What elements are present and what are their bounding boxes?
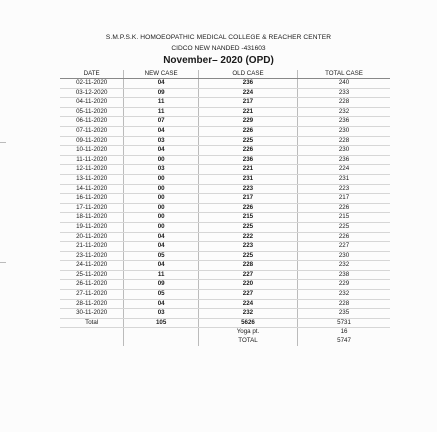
- row-old-case: 224: [198, 88, 297, 98]
- row-new-case: 00: [124, 222, 199, 232]
- grand-total-value: 5747: [298, 337, 390, 346]
- report-title: November– 2020 (OPD): [163, 55, 274, 66]
- col-old-case: OLD CASE: [198, 70, 297, 79]
- row-total-case: 224: [298, 165, 390, 175]
- row-new-case: 11: [124, 270, 199, 280]
- yoga-row: [60, 328, 390, 337]
- grand-total-label: TOTAL: [198, 337, 297, 346]
- row-old-case: 226: [198, 203, 297, 213]
- row-total-case: 228: [298, 136, 390, 146]
- row-old-case: 236: [198, 79, 297, 89]
- row-date: 25-11-2020: [60, 270, 124, 280]
- row-date: 11-11-2020: [60, 155, 124, 165]
- row-total-case: 236: [298, 155, 390, 165]
- row-date: 20-11-2020: [60, 232, 124, 242]
- row-new-case: 00: [124, 155, 199, 165]
- row-date: 06-11-2020: [60, 117, 124, 127]
- row-new-case: 07: [124, 117, 199, 127]
- row-total-case: 230: [298, 251, 390, 261]
- row-total-case: 236: [298, 117, 390, 127]
- table-row: [60, 88, 390, 98]
- total-old: 5626: [198, 318, 297, 328]
- row-date: 24-11-2020: [60, 261, 124, 271]
- row-total-case: 225: [298, 222, 390, 232]
- table-row: [60, 184, 390, 194]
- row-new-case: 04: [124, 232, 199, 242]
- table-row: [60, 213, 390, 223]
- row-date: 19-11-2020: [60, 222, 124, 232]
- row-new-case: 03: [124, 136, 199, 146]
- table-row: [60, 261, 390, 271]
- institution-name: S.M.P.S.K. HOMOEOPATHIC MEDICAL COLLEGE & REACHER CENTER: [105, 34, 332, 41]
- row-old-case: 215: [198, 213, 297, 223]
- table-row: [60, 146, 390, 156]
- table-row: [60, 98, 390, 108]
- table-row: [60, 290, 390, 300]
- row-date: 30-11-2020: [60, 309, 124, 319]
- table-row: [60, 242, 390, 252]
- scan-mark: [0, 142, 6, 143]
- row-date: 13-11-2020: [60, 174, 124, 184]
- row-new-case: 00: [124, 203, 199, 213]
- row-new-case: 04: [124, 242, 199, 252]
- table-row: [60, 222, 390, 232]
- row-old-case: 221: [198, 165, 297, 175]
- row-date: 12-11-2020: [60, 165, 124, 175]
- col-new-case: NEW CASE: [124, 70, 199, 79]
- row-old-case: 226: [198, 126, 297, 136]
- table-header-row: [60, 70, 390, 79]
- table-row: [60, 165, 390, 175]
- row-old-case: 232: [198, 309, 297, 319]
- row-total-case: 215: [298, 213, 390, 223]
- row-old-case: 227: [198, 270, 297, 280]
- row-old-case: 227: [198, 290, 297, 300]
- table-row: [60, 270, 390, 280]
- row-new-case: 04: [124, 79, 199, 89]
- row-old-case: 231: [198, 174, 297, 184]
- scan-mark: [0, 262, 6, 263]
- row-total-case: 232: [298, 107, 390, 117]
- row-old-case: 223: [198, 242, 297, 252]
- table-row: [60, 232, 390, 242]
- table-row: [60, 174, 390, 184]
- yoga-label: Yoga pt.: [198, 328, 297, 337]
- table-row: [60, 126, 390, 136]
- row-old-case: 224: [198, 299, 297, 309]
- row-date: 10-11-2020: [60, 146, 124, 156]
- row-total-case: 235: [298, 309, 390, 319]
- row-new-case: 00: [124, 194, 199, 204]
- row-new-case: 05: [124, 251, 199, 261]
- table-row: [60, 155, 390, 165]
- table-row: [60, 309, 390, 319]
- row-total-case: 238: [298, 270, 390, 280]
- row-old-case: 220: [198, 280, 297, 290]
- table-row: [60, 136, 390, 146]
- yoga-value: 16: [298, 328, 390, 337]
- row-new-case: 00: [124, 174, 199, 184]
- row-old-case: 225: [198, 136, 297, 146]
- row-new-case: 00: [124, 184, 199, 194]
- row-old-case: 225: [198, 251, 297, 261]
- row-old-case: 226: [198, 146, 297, 156]
- row-new-case: 04: [124, 261, 199, 271]
- row-date: 27-11-2020: [60, 290, 124, 300]
- row-total-case: 230: [298, 126, 390, 136]
- row-old-case: 236: [198, 155, 297, 165]
- opd-table: [60, 70, 390, 346]
- row-total-case: 228: [298, 98, 390, 108]
- total-row: [60, 318, 390, 328]
- row-new-case: 03: [124, 165, 199, 175]
- row-new-case: 11: [124, 107, 199, 117]
- row-total-case: 231: [298, 174, 390, 184]
- col-date: DATE: [60, 70, 124, 79]
- row-total-case: 223: [298, 184, 390, 194]
- row-new-case: 09: [124, 88, 199, 98]
- row-new-case: 00: [124, 213, 199, 223]
- row-old-case: 217: [198, 98, 297, 108]
- total-total: 5731: [298, 318, 390, 328]
- table-row: [60, 117, 390, 127]
- row-total-case: 217: [298, 194, 390, 204]
- table-row: [60, 280, 390, 290]
- row-date: 07-11-2020: [60, 126, 124, 136]
- row-old-case: 223: [198, 184, 297, 194]
- row-total-case: 227: [298, 242, 390, 252]
- row-old-case: 222: [198, 232, 297, 242]
- grand-total-row: [60, 337, 390, 346]
- row-old-case: 221: [198, 107, 297, 117]
- row-date: 17-11-2020: [60, 203, 124, 213]
- total-new: 105: [124, 318, 199, 328]
- row-date: 26-11-2020: [60, 280, 124, 290]
- row-new-case: 05: [124, 290, 199, 300]
- row-new-case: 04: [124, 146, 199, 156]
- row-total-case: 233: [298, 88, 390, 98]
- table-row: [60, 194, 390, 204]
- row-date: 05-11-2020: [60, 107, 124, 117]
- row-date: 03-12-2020: [60, 88, 124, 98]
- row-total-case: 240: [298, 79, 390, 89]
- row-total-case: 232: [298, 261, 390, 271]
- table-row: [60, 203, 390, 213]
- total-label: Total: [60, 318, 124, 328]
- table-row: [60, 79, 390, 89]
- row-date: 18-11-2020: [60, 213, 124, 223]
- row-old-case: 225: [198, 222, 297, 232]
- row-old-case: 217: [198, 194, 297, 204]
- col-total-case: TOTAL CASE: [298, 70, 390, 79]
- row-total-case: 229: [298, 280, 390, 290]
- row-date: 28-11-2020: [60, 299, 124, 309]
- row-old-case: 228: [198, 261, 297, 271]
- row-total-case: 230: [298, 146, 390, 156]
- row-new-case: 09: [124, 280, 199, 290]
- row-date: 23-11-2020: [60, 251, 124, 261]
- row-total-case: 226: [298, 232, 390, 242]
- table-row: [60, 251, 390, 261]
- row-total-case: 228: [298, 299, 390, 309]
- row-date: 09-11-2020: [60, 136, 124, 146]
- row-date: 21-11-2020: [60, 242, 124, 252]
- row-total-case: 232: [298, 290, 390, 300]
- institution-address: CIDCO NEW NANDED -431603: [171, 45, 266, 52]
- row-date: 14-11-2020: [60, 184, 124, 194]
- row-total-case: 226: [298, 203, 390, 213]
- row-date: 02-11-2020: [60, 79, 124, 89]
- row-new-case: 03: [124, 309, 199, 319]
- row-old-case: 229: [198, 117, 297, 127]
- table-row: [60, 299, 390, 309]
- table-row: [60, 107, 390, 117]
- row-date: 16-11-2020: [60, 194, 124, 204]
- row-date: 04-11-2020: [60, 98, 124, 108]
- row-new-case: 11: [124, 98, 199, 108]
- row-new-case: 04: [124, 299, 199, 309]
- row-new-case: 04: [124, 126, 199, 136]
